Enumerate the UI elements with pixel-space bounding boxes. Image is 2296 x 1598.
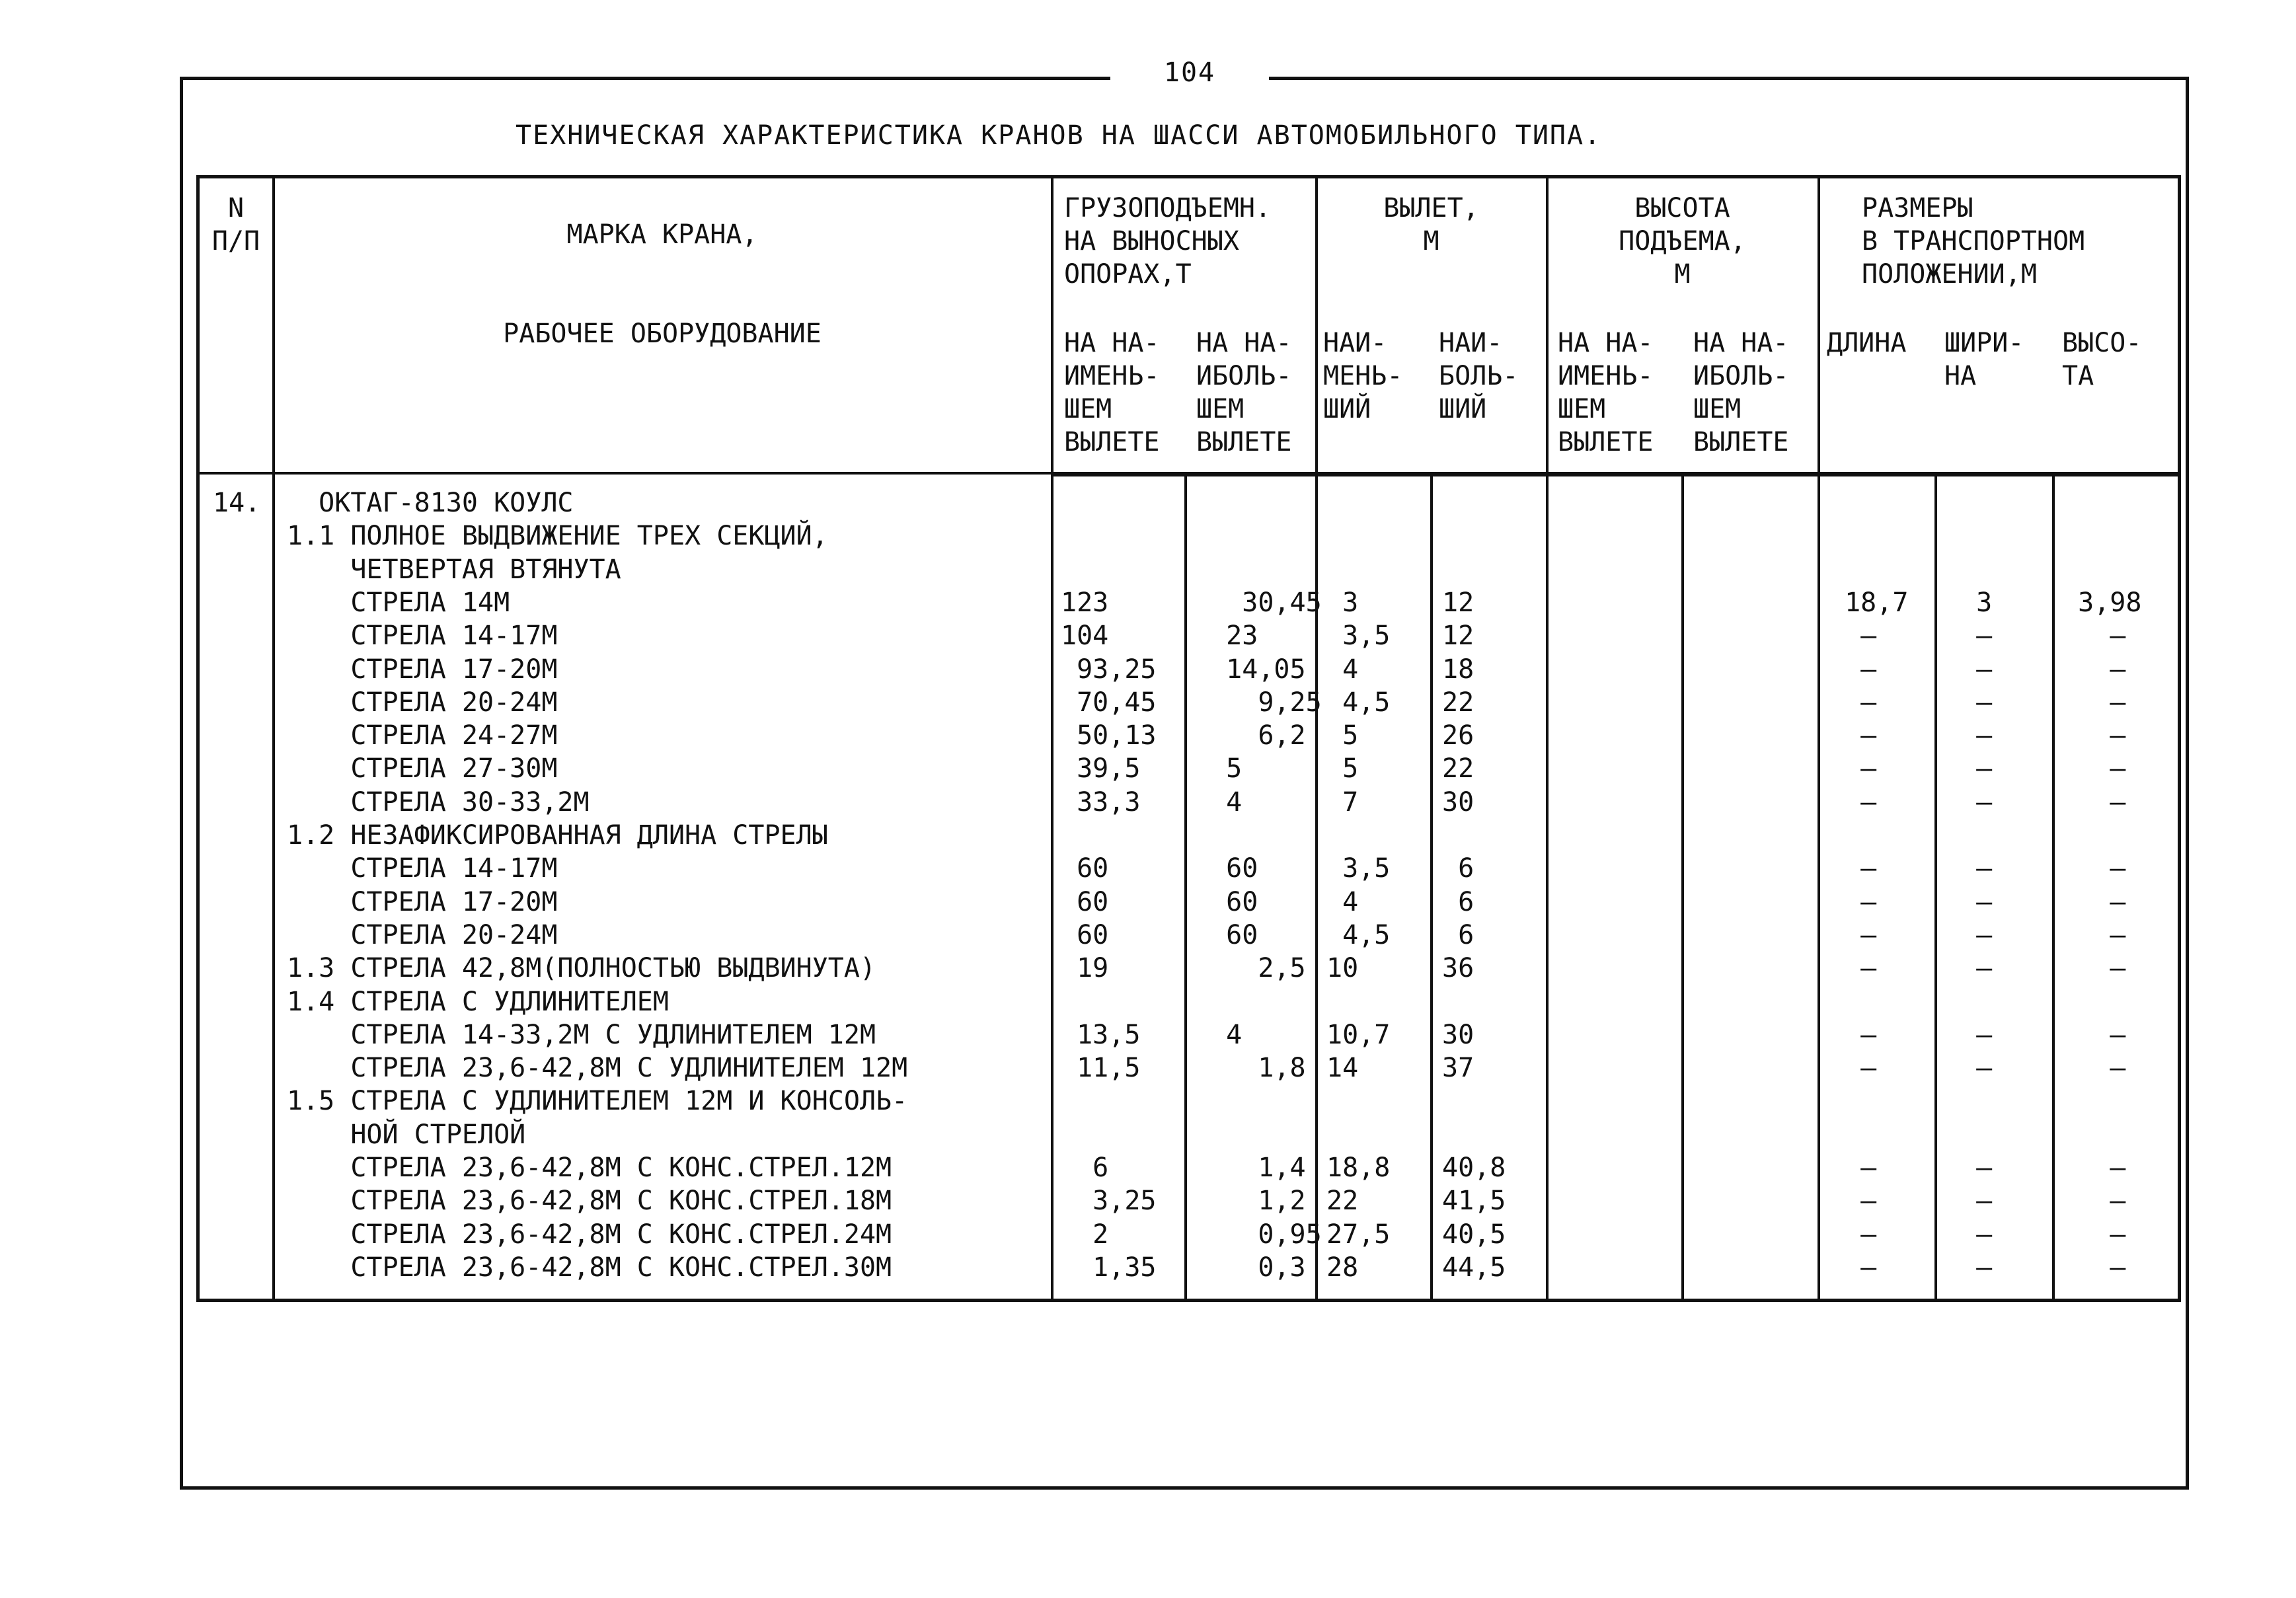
cell-reach-max: 12 [1442,587,1474,618]
cell-reach-max: 26 [1442,720,1474,751]
header-height: ВЫСОТА ПОДЪЕМА, М [1619,193,1746,289]
cell-height-t: – [2062,753,2126,784]
col-divider [1430,474,1433,1299]
cell-height-t: – [2062,886,2126,917]
cell-height-t: – [2062,621,2126,652]
cell-width: – [1944,720,1993,751]
row-text: СТРЕЛА 23,6-42,8М С УДЛИНИТЕЛЕМ 12М [287,1053,908,1084]
cell-cap-max: 1,8 [1194,1053,1306,1084]
header-h-max: НА НА- ИБОЛЬ- ШЕМ ВЫЛЕТЕ [1693,328,1789,457]
cell-height-t: – [2062,1153,2126,1183]
cell-width: – [1944,786,1993,818]
cell-length: – [1829,1053,1877,1084]
cell-height-t: – [2062,1053,2126,1084]
cell-reach-max: 12 [1442,621,1474,652]
cell-width: – [1944,1019,1993,1050]
header-num: N П/П [211,193,260,256]
row-text: СТРЕЛА 24-27М [287,720,558,751]
row-text: СТРЕЛА 30-33,2М [287,786,590,818]
cell-reach-min: 3,5 [1326,621,1391,652]
row-text: СТРЕЛА 14М [287,587,510,618]
cell-reach-min: 10 [1326,953,1359,984]
cell-cap-max: 4 [1194,1019,1243,1050]
cell-reach-max: 36 [1442,953,1474,984]
cell-reach-max: 22 [1442,753,1474,784]
header-reach-max: НАИ- БОЛЬ- ШИЙ [1439,328,1519,424]
col-divider [1681,474,1684,1299]
cell-height-t: 3,98 [2062,587,2142,618]
cell-width: – [1944,886,1993,917]
col-divider [1934,474,1937,1299]
row-text: НОЙ СТРЕЛОЙ [287,1119,526,1150]
cell-height-t: – [2062,919,2126,950]
cell-height-t: – [2062,720,2126,751]
cell-reach-min: 4,5 [1326,687,1391,718]
cell-width: – [1944,919,1993,950]
header-separator [200,472,2178,475]
cell-cap-max: 0,3 [1194,1252,1306,1283]
cell-reach-max: 6 [1442,919,1474,950]
row-text: ОКТАГ-8130 КОУЛС [287,488,574,518]
cell-cap-min: 19 [1061,953,1109,984]
cell-cap-min: 93,25 [1061,654,1157,685]
cell-reach-max: 22 [1442,687,1474,718]
cell-reach-min: 3 [1326,587,1359,618]
col-divider [2052,474,2055,1299]
cell-cap-min: 1,35 [1061,1252,1157,1283]
cell-reach-min: 10,7 [1326,1019,1391,1050]
cell-height-t: – [2062,687,2126,718]
cell-cap-max: 5 [1194,753,1243,784]
cell-length: – [1829,1219,1877,1250]
cell-reach-max: 6 [1442,853,1474,884]
cell-cap-min: 11,5 [1061,1053,1141,1084]
cell-cap-max: 1,4 [1194,1153,1306,1183]
header-reach-min: НАИ- МЕНЬ- ШИЙ [1323,328,1403,424]
row-text: СТРЕЛА 23,6-42,8М С КОНС.СТРЕЛ.24М [287,1219,892,1250]
cell-cap-max: 0,95 [1194,1219,1322,1250]
cell-reach-min: 5 [1326,753,1359,784]
cell-width: 3 [1944,587,1993,618]
col-divider [1818,178,1820,1299]
row-text: СТРЕЛА 17-20М [287,886,558,917]
cell-height-t: – [2062,654,2126,685]
row-text: СТРЕЛА 23,6-42,8М С КОНС.СТРЕЛ.12М [287,1153,892,1183]
cell-length: – [1829,886,1877,917]
cell-length: – [1829,1186,1877,1217]
cell-length: – [1829,621,1877,652]
col-divider [1546,178,1549,1299]
header-width: ШИРИ- НА [1944,328,2024,391]
cell-reach-max: 30 [1442,786,1474,818]
cell-length: – [1829,853,1877,884]
row-text: 1.5 СТРЕЛА С УДЛИНИТЕЛЕМ 12М И КОНСОЛЬ- [287,1086,908,1117]
crane-spec-table [196,175,2181,1302]
cell-width: – [1944,1153,1993,1183]
cell-cap-max: 6,2 [1194,720,1306,751]
cell-cap-min: 39,5 [1061,753,1141,784]
header-brand: МАРКА КРАНА, РАБОЧЕЕ ОБОРУДОВАНИЕ [503,219,822,349]
cell-reach-max: 37 [1442,1053,1474,1084]
row-text: СТРЕЛА 17-20М [287,654,558,685]
cell-reach-max: 6 [1442,886,1474,917]
cell-width: – [1944,1219,1993,1250]
cell-cap-min: 70,45 [1061,687,1157,718]
cell-reach-min: 27,5 [1326,1219,1391,1250]
cell-cap-min: 2 [1061,1219,1109,1250]
cell-cap-max: 23 [1194,621,1258,652]
cell-reach-max: 18 [1442,654,1474,685]
header-h-min: НА НА- ИМЕНЬ- ШЕМ ВЫЛЕТЕ [1558,328,1654,457]
cell-cap-min: 104 [1061,621,1109,652]
cell-reach-min: 7 [1326,786,1359,818]
header-capacity: ГРУЗОПОДЪЕМН. НА ВЫНОСНЫХ ОПОРАХ,Т [1064,193,1272,289]
col-divider [1184,474,1187,1299]
cell-length: – [1829,953,1877,984]
cell-width: – [1944,621,1993,652]
cell-cap-max: 14,05 [1194,654,1306,685]
cell-cap-min: 33,3 [1061,786,1141,818]
cell-length: 18,7 [1829,587,1909,618]
cell-cap-min: 50,13 [1061,720,1157,751]
cell-height-t: – [2062,953,2126,984]
cell-reach-max: 40,5 [1442,1219,1506,1250]
cell-height-t: – [2062,786,2126,818]
row-text: СТРЕЛА 14-17М [287,621,558,652]
cell-reach-min: 18,8 [1326,1153,1391,1183]
cell-height-t: – [2062,853,2126,884]
header-cap-min: НА НА- ИМЕНЬ- ШЕМ ВЫЛЕТЕ [1064,328,1160,457]
cell-length: – [1829,1153,1877,1183]
header-cap-max: НА НА- ИБОЛЬ- ШЕМ ВЫЛЕТЕ [1196,328,1292,457]
cell-reach-max: 41,5 [1442,1186,1506,1217]
cell-reach-min: 3,5 [1326,853,1391,884]
cell-cap-max: 60 [1194,853,1258,884]
row-text: СТРЕЛА 14-17М [287,853,558,884]
cell-reach-min: 22 [1326,1186,1359,1217]
cell-reach-min: 4 [1326,886,1359,917]
cell-length: – [1829,1252,1877,1283]
cell-reach-min: 28 [1326,1252,1359,1283]
cell-cap-max: 9,25 [1194,687,1322,718]
cell-width: – [1944,953,1993,984]
header-reach: ВЫЛЕТ, М [1383,193,1479,256]
cell-width: – [1944,1053,1993,1084]
cell-cap-min: 60 [1061,886,1109,917]
cell-reach-min: 14 [1326,1053,1359,1084]
cell-height-t: – [2062,1252,2126,1283]
cell-width: – [1944,1252,1993,1283]
row-text: 1.2 НЕЗАФИКСИРОВАННАЯ ДЛИНА СТРЕЛЫ [287,820,828,851]
cell-cap-max: 60 [1194,919,1258,950]
cell-cap-min: 60 [1061,919,1109,950]
cell-reach-max: 30 [1442,1019,1474,1050]
row-text: СТРЕЛА 23,6-42,8М С КОНС.СТРЕЛ.30М [287,1252,892,1283]
col-divider [1315,178,1318,1299]
row-text: СТРЕЛА 20-24М [287,919,558,950]
cell-height-t: – [2062,1186,2126,1217]
cell-cap-min: 6 [1061,1153,1109,1183]
cell-width: – [1944,853,1993,884]
row-text: СТРЕЛА 14-33,2М С УДЛИНИТЕЛЕМ 12М [287,1019,876,1050]
cell-cap-min: 13,5 [1061,1019,1141,1050]
row-number: 14. [213,488,261,518]
row-text: 1.1 ПОЛНОЕ ВЫДВИЖЕНИЕ ТРЕХ СЕКЦИЙ, [287,521,828,552]
cell-width: – [1944,687,1993,718]
cell-cap-max: 30,45 [1194,587,1322,618]
header-transport: РАЗМЕРЫ В ТРАНСПОРТНОМ ПОЛОЖЕНИИ,М [1862,193,2085,289]
cell-length: – [1829,919,1877,950]
cell-cap-min: 123 [1061,587,1109,618]
cell-cap-max: 2,5 [1194,953,1306,984]
page-number: 104 [1110,53,1269,93]
header-height-t: ВЫСО- ТА [2062,328,2142,391]
row-text: 1.4 СТРЕЛА С УДЛИНИТЕЛЕМ [287,986,669,1017]
cell-length: – [1829,786,1877,818]
cell-reach-max: 44,5 [1442,1252,1506,1283]
row-text: 1.3 СТРЕЛА 42,8М(ПОЛНОСТЬЮ ВЫДВИНУТА) [287,953,876,984]
cell-cap-min: 3,25 [1061,1186,1157,1217]
cell-length: – [1829,753,1877,784]
document-title: ТЕХНИЧЕСКАЯ ХАРАКТЕРИСТИКА КРАНОВ НА ШАССИ АВТОМОБИЛЬНОГО ТИПА. [516,120,1602,151]
row-text: СТРЕЛА 23,6-42,8М С КОНС.СТРЕЛ.18М [287,1186,892,1217]
cell-length: – [1829,687,1877,718]
cell-length: – [1829,654,1877,685]
header-length: ДЛИНА [1827,328,1907,358]
cell-height-t: – [2062,1019,2126,1050]
cell-height-t: – [2062,1219,2126,1250]
cell-reach-max: 40,8 [1442,1153,1506,1183]
cell-width: – [1944,753,1993,784]
cell-length: – [1829,720,1877,751]
row-text: СТРЕЛА 20-24М [287,687,558,718]
cell-reach-min: 4 [1326,654,1359,685]
cell-cap-max: 1,2 [1194,1186,1306,1217]
cell-width: – [1944,1186,1993,1217]
col-divider [1051,178,1053,1299]
cell-cap-max: 4 [1194,786,1243,818]
cell-reach-min: 5 [1326,720,1359,751]
cell-cap-max: 60 [1194,886,1258,917]
cell-reach-min: 4,5 [1326,919,1391,950]
cell-width: – [1944,654,1993,685]
row-text: СТРЕЛА 27-30М [287,753,558,784]
cell-cap-min: 60 [1061,853,1109,884]
row-text: ЧЕТВЕРТАЯ ВТЯНУТА [287,554,621,585]
cell-length: – [1829,1019,1877,1050]
